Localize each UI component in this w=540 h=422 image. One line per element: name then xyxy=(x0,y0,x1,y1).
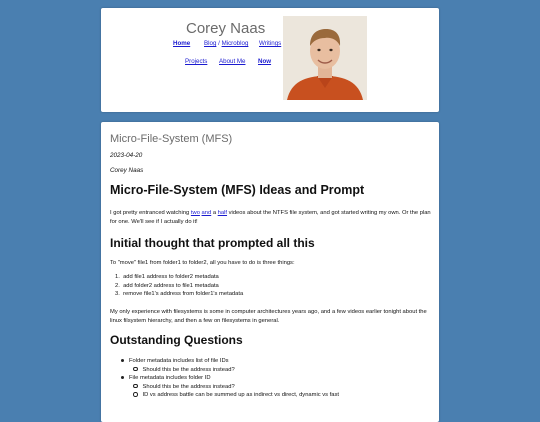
nav-projects[interactable]: Projects xyxy=(185,58,208,65)
nav-home[interactable]: Home xyxy=(173,40,191,47)
nav-projects-wrap xyxy=(185,58,207,65)
post-author: Corey Naas xyxy=(110,167,144,174)
list-subitem: Should this be the address instead? xyxy=(121,366,339,375)
bullet-icon xyxy=(121,359,124,362)
steps-list xyxy=(115,273,243,299)
section-heading-questions: Outstanding Questions xyxy=(110,333,243,347)
bullet-icon xyxy=(121,376,124,379)
section-heading-initial: Initial thought that prompted all this xyxy=(110,236,315,250)
post-title: Micro-File-System (MFS) xyxy=(110,133,233,145)
bullet-icon xyxy=(133,392,138,397)
nav-writings[interactable]: Writings xyxy=(259,40,282,47)
nav-blog-group xyxy=(204,40,248,47)
intro-link-two[interactable]: two xyxy=(190,210,200,216)
list-item: 1. add file1 address to folder2 metadata xyxy=(115,274,219,280)
nav-about[interactable]: About Me xyxy=(219,58,246,65)
list-item: Folder metadata includes list of file IDs xyxy=(121,357,339,366)
list-item: 2. add folder2 address to file1 metadata xyxy=(115,282,219,289)
site-name: Corey Naas xyxy=(186,20,266,37)
portrait-illustration xyxy=(283,16,367,100)
nav-blog[interactable]: Blog xyxy=(204,40,217,47)
article-panel xyxy=(101,122,439,422)
nav-separator: / xyxy=(216,40,222,47)
nav-row-1 xyxy=(173,40,190,47)
bullet-icon xyxy=(133,384,138,389)
nav-now[interactable]: Now xyxy=(258,58,272,65)
bullet-icon xyxy=(133,367,138,372)
list-subitem: ID vs address battle can be summed up as indirect vs direct, dynamic vs fast xyxy=(121,391,339,400)
move-paragraph: To "move" file1 from folder1 to folder2, all you have to do is three things: xyxy=(110,260,295,266)
intro-text-1: I got pretty entranced watching xyxy=(110,210,191,216)
list-item: 3. remove file1's address from folder1's metadata xyxy=(115,291,244,297)
article-heading: Micro-File-System (MFS) Ideas and Prompt xyxy=(110,183,365,197)
intro-link-half[interactable]: half xyxy=(217,210,228,216)
nav-microblog[interactable]: Microblog xyxy=(221,40,249,47)
nav-about-wrap xyxy=(219,58,245,65)
post-date: 2023-04-20 xyxy=(110,152,143,159)
intro-text-3: a xyxy=(211,210,218,216)
list-subitem: Should this be the address instead? xyxy=(121,383,339,392)
nav-now-wrap xyxy=(258,58,271,65)
portrait-photo xyxy=(283,16,367,100)
header-panel xyxy=(101,8,439,112)
questions-list xyxy=(121,357,339,400)
experience-paragraph: My only experience with filesystems is some in computer architectures years ago, and a few videos earlier tonight about the linux filsystem hierarchy, and then a few on filesystems in general. xyxy=(110,309,427,324)
intro-link-and[interactable]: and xyxy=(201,210,212,216)
nav-writings-wrap xyxy=(259,40,281,47)
intro-text-4: videos about the NTFS file system, and got started writing my own. Or the plan for one. We'll see if I actually do it! xyxy=(110,210,431,225)
intro-paragraph xyxy=(110,209,432,227)
list-item: File metadata includes folder ID xyxy=(121,374,339,383)
